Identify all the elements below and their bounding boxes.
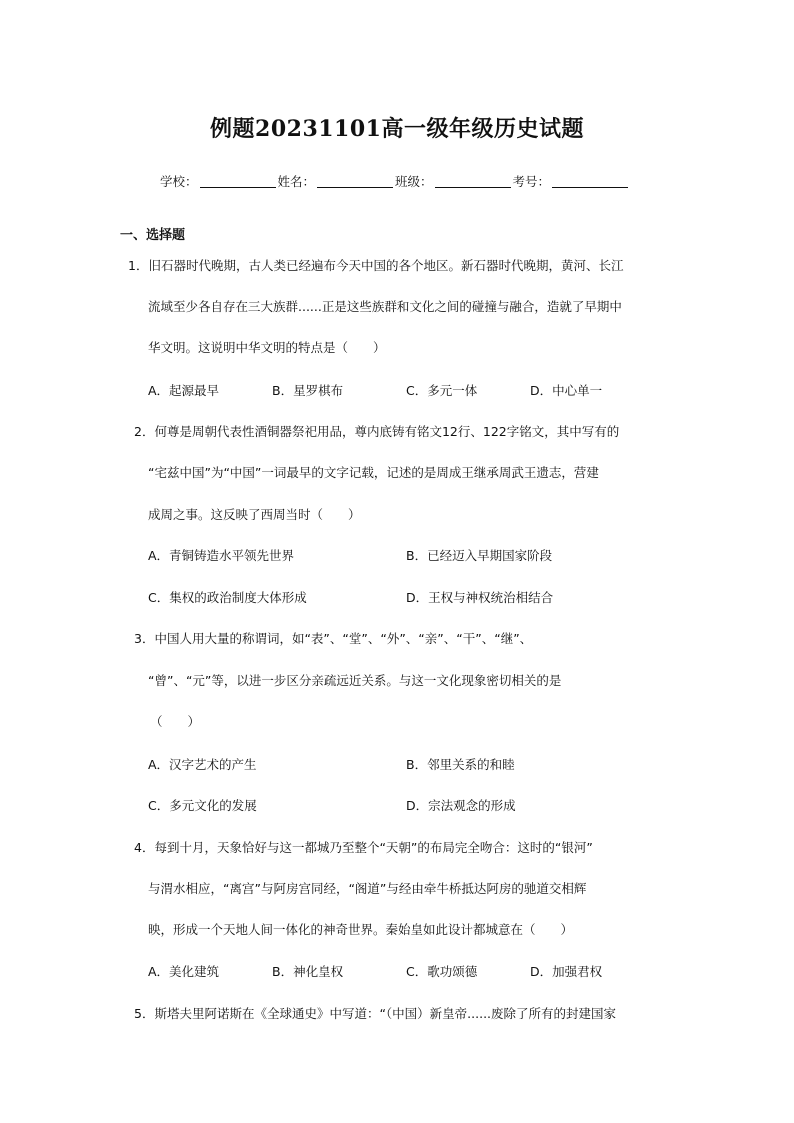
option-b: B．神化皇权 — [272, 964, 344, 979]
option-a: A．汉字艺术的产生 — [148, 757, 257, 772]
option-d: D．宗法观念的形成 — [406, 798, 516, 813]
question-line: 华文明。这说明中华文明的特点是（ ） — [148, 340, 386, 355]
option-b: B．邻里关系的和睦 — [406, 757, 515, 772]
question-line: 与渭水相应，“离宫”与阿房宫同经，“阁道”与经由牵牛桥抵达阿房的驰道交相辉 — [148, 881, 587, 896]
option-a: A．青铜铸造水平领先世界 — [148, 548, 295, 563]
question-line: 3．中国人用大量的称谓词，如“表”、“堂”、“外”、“亲”、“干”、“继”、 — [134, 631, 533, 646]
name-label: 姓名： — [277, 174, 316, 189]
class-blank — [435, 175, 511, 188]
question-line: 1．旧石器时代晚期，古人类已经遍布今天中国的各个地区。新石器时代晚期，黄河、长江 — [128, 258, 624, 273]
question-line: （ ） — [150, 714, 201, 729]
option-c: C．多元文化的发展 — [148, 798, 257, 813]
question-line: 流域至少各自存在三大族群......正是这些族群和文化之间的碰撞与融合，造就了早期中 — [148, 299, 622, 314]
option-a: A．美化建筑 — [148, 964, 220, 979]
question-line: “宅兹中国”为“中国”一词最早的文字记载，记述的是周成王继承周武王遗志，营建 — [148, 465, 599, 480]
question-line: 映，形成一个天地人间一体化的神奇世界。秦始皇如此设计都城意在（ ） — [148, 922, 574, 937]
option-c: C．歌功颂德 — [406, 964, 478, 979]
option-d: D．加强君权 — [530, 964, 603, 979]
exam-title: 例题20231101高一级年级历史试题 — [210, 116, 584, 142]
question-line: 4．每到十月，天象恰好与这一都城乃至整个“天朝”的布局完全吻合：这时的“银河” — [134, 840, 593, 855]
option-b: B．星罗棋布 — [272, 383, 344, 398]
student-info-row — [160, 172, 680, 190]
number-label: 考号： — [512, 174, 551, 189]
section-heading: 一、选择题 — [120, 228, 186, 243]
question-line: 成周之事。这反映了西周当时（ ） — [148, 507, 361, 522]
option-c: C．集权的政治制度大体形成 — [148, 590, 307, 605]
question-line: 5．斯塔夫里阿诺斯在《全球通史》中写道：“（中国）新皇帝......废除了所有的封建国家 — [134, 1006, 617, 1021]
option-d: D．王权与神权统治相结合 — [406, 590, 554, 605]
option-b: B．已经迈入早期国家阶段 — [406, 548, 553, 563]
option-a: A．起源最早 — [148, 383, 220, 398]
question-line: 2．何尊是周朝代表性酒铜器祭祀用品，尊内底铸有铭文12行、122字铭文，其中写有的 — [134, 424, 620, 439]
option-d: D．中心单一 — [530, 383, 603, 398]
class-label: 班级： — [395, 174, 433, 189]
option-c: C．多元一体 — [406, 383, 478, 398]
school-label: 学校： — [160, 174, 198, 189]
question-line: “曾”、“元”等，以进一步区分亲疏远近关系。与这一文化现象密切相关的是 — [148, 673, 562, 688]
name-blank — [317, 175, 393, 188]
school-blank — [200, 175, 276, 188]
number-blank — [552, 175, 628, 188]
